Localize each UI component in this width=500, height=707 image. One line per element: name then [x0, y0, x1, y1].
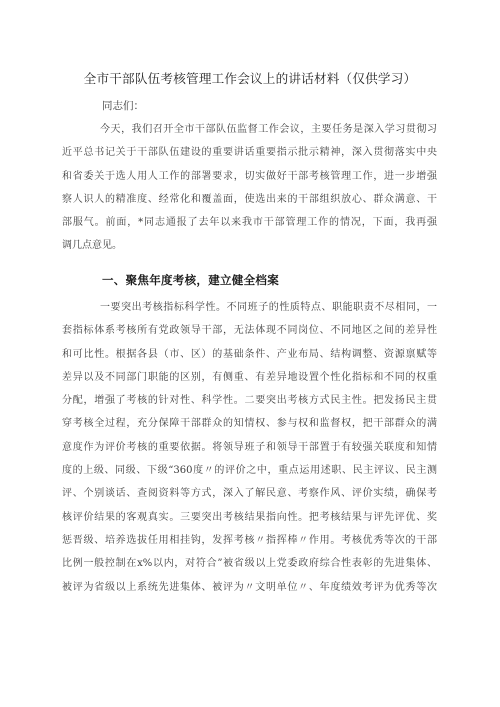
paragraph-line: 意度作为评价考核的重要依据。将领导班子和领导干部置于有较强关联度和知情 — [62, 441, 437, 453]
paragraph-line: 部服气。前面，*同志通报了去年以来我市干部管理工作的情况，下面，我再强 — [62, 217, 437, 229]
paragraph-line: 评、个别谈话、查阅资料等方式，深入了解民意、考察作风、评价实绩，确保考 — [62, 488, 437, 500]
paragraph-line: 差异以及不同部门职能的区别，有侧重、有差异地设置个性化指标和不同的权重 — [62, 371, 437, 383]
paragraph-line: 穿考核全过程，充分保障干部群众的知情权、参与权和监督权，把干部群众的满 — [62, 418, 437, 430]
paragraph-line: 和省委关于选人用人工作的部署要求，切实做好干部考核管理工作，进一步增强 — [62, 170, 437, 182]
paragraph-line: 惩晋级、培养选拔任用相挂钩，发挥考核〃指挥棒〃作用。考核优秀等次的干部 — [62, 534, 437, 546]
paragraph-line: 今天，我们召开全市干部队伍监督工作会议，主要任务是深入学习贯彻习 — [100, 124, 437, 135]
intro-paragraph — [62, 118, 437, 258]
paragraph-line: 被评为省级以上系统先进集体、被评为〃文明单位〃、年度绩效考评为优秀等次 — [62, 581, 437, 593]
section1-paragraph — [62, 296, 437, 599]
paragraph-line: 核评价结果的客观真实。三要突出考核结果指向性。把考核结果与评先评优、奖 — [62, 511, 437, 523]
paragraph-line: 调几点意见。 — [62, 240, 122, 252]
paragraph-line: 分配，增强了考核的针对性、科学性。二要突出考核方式民主性。把发扬民主贯 — [62, 395, 437, 407]
paragraph-line: 一要突出考核指标科学性。不同班子的性质特点、职能职责不尽相同，一 — [100, 302, 437, 313]
paragraph-line: 套指标体系考核所有党政领导干部，无法体现不同岗位、不同地区之间的差异性 — [62, 325, 437, 337]
paragraph-line: 比例一般控制在x%以内，对符合”被省级以上党委政府综合性表彰的先进集体、 — [62, 558, 437, 570]
paragraph-line: 度的上级、同级、下级“360度〃的评价之中，重点运用述职、民主评议、民主测 — [62, 465, 437, 477]
document-title: 全市干部队伍考核管理工作会议上的讲话材料（仅供学习） — [83, 71, 417, 86]
paragraph-line: 察人识人的精准度、经常化和覆盖面，使选出来的干部组织放心、群众满意、干 — [62, 193, 437, 205]
paragraph-line: 近平总书记关于干部队伍建设的重要讲话重要指示批示精神，深入贯彻落实中央 — [62, 147, 437, 159]
salutation: 同志们： — [102, 100, 144, 112]
section-heading: 一、聚焦年度考核，建立健全档案 — [102, 273, 279, 287]
paragraph-line: 和可比性。根据各县（市、区）的基础条件、产业布局、结构调整、资源禀赋等 — [62, 348, 437, 360]
